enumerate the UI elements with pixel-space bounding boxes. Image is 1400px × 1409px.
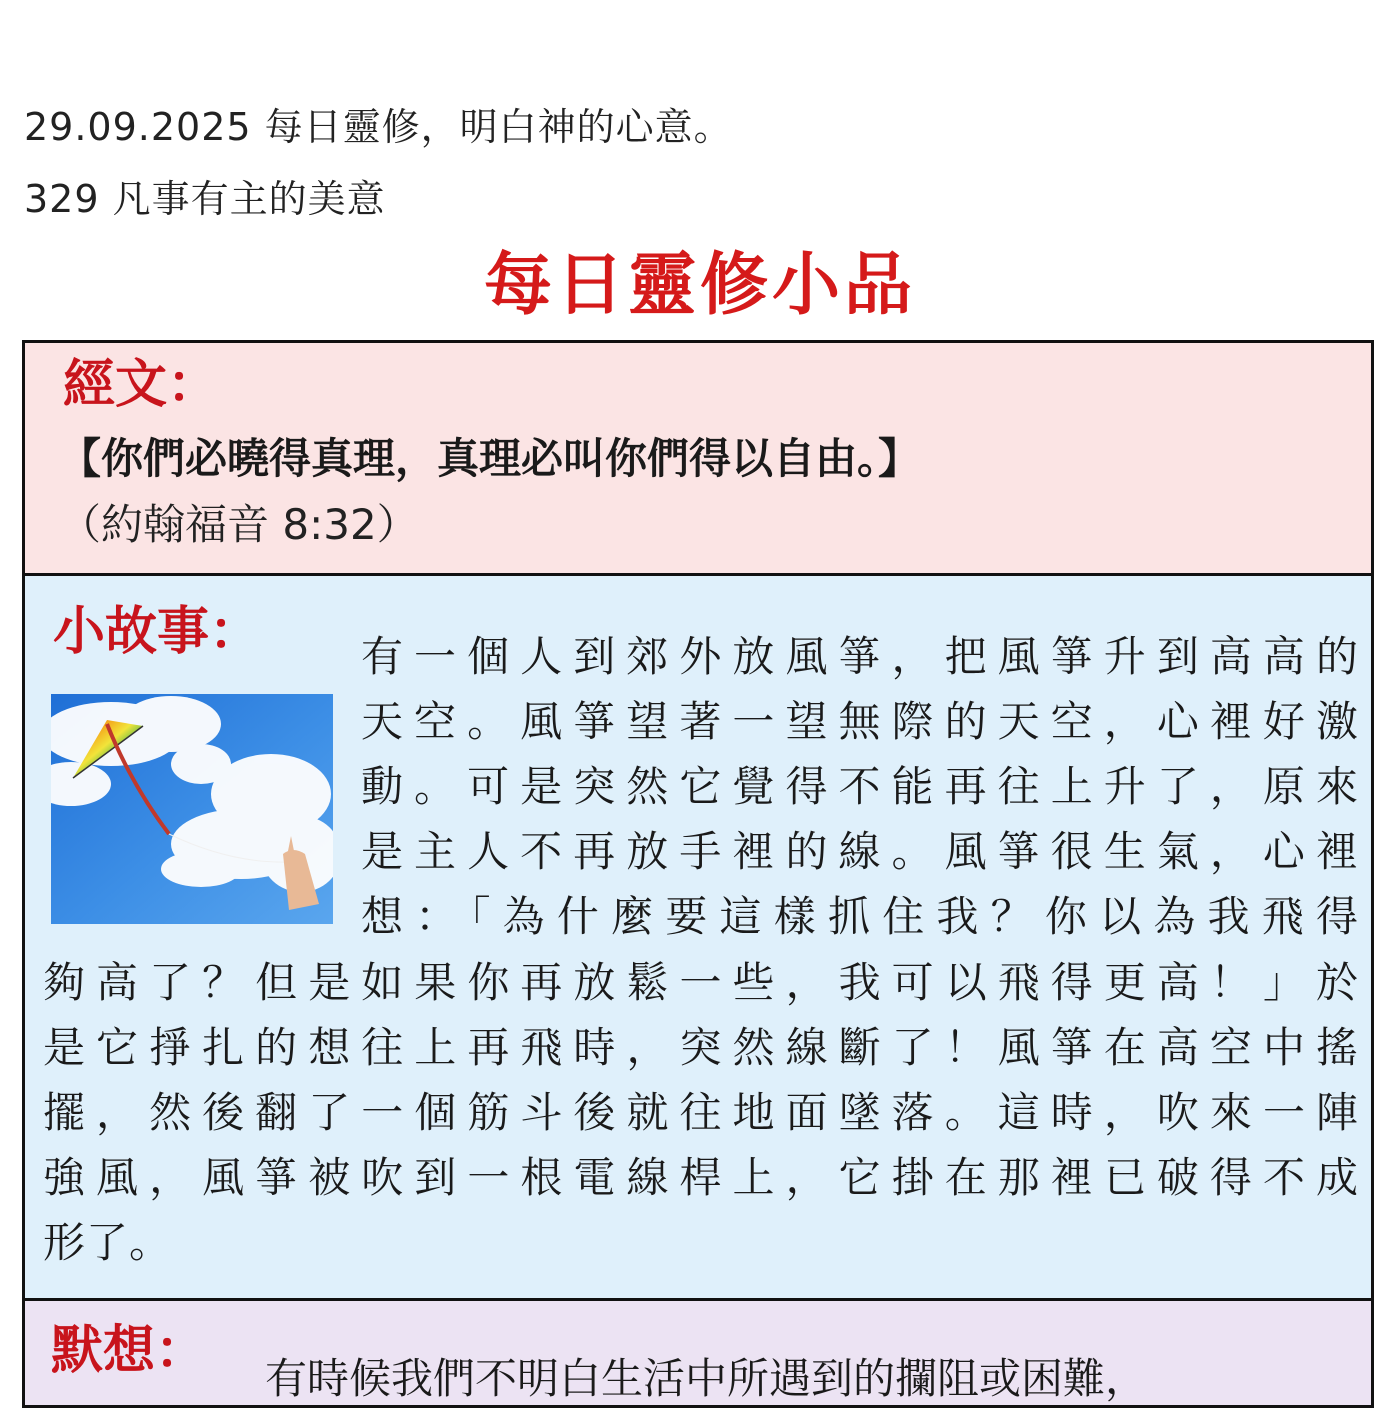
story-text-upper (361, 624, 1359, 949)
story-line: 想：「為什麼要這樣抓住我？你以為我飛得 (361, 892, 1359, 941)
meditation-label: 默想： (51, 1321, 208, 1381)
hymn-heading: 329 凡事有主的美意 (24, 177, 386, 221)
story-line: 動。可是突然它覺得不能再往上升了，原來 (361, 762, 1359, 811)
story-line: 有一個人到郊外放風箏，把風箏升到高高的 (361, 632, 1359, 681)
story-line: 擺，然後翻了一個筋斗後就往地面墜落。這時，吹來一陣 (43, 1088, 1359, 1137)
scripture-section (22, 340, 1374, 576)
story-line: 是它掙扎的想往上再飛時，突然線斷了！風箏在高空中搖 (43, 1023, 1359, 1072)
scripture-label: 經文： (63, 355, 220, 415)
kite-in-sky-image (51, 694, 333, 924)
story-section (22, 573, 1374, 1301)
page-title: 每日靈修小品 (483, 246, 916, 325)
story-line: 夠高了？但是如果你再放鬆一些，我可以飛得更高！」於 (43, 958, 1359, 1007)
story-line: 是主人不再放手裡的線。風箏很生氣，心裡 (361, 827, 1359, 876)
meditation-section (22, 1298, 1374, 1408)
story-text-lower (43, 950, 1359, 1275)
story-label: 小故事： (53, 602, 262, 662)
story-line: 強風，風箏被吹到一根電線桿上，它掛在那裡已破得不成 (43, 1153, 1359, 1202)
scripture-verse: 【你們必曉得真理，真理必叫你們得以自由。】 (59, 434, 921, 483)
meditation-text: 有時候我們不明白生活中所遇到的攔阻或困難， (265, 1354, 1148, 1403)
date-heading: 29.09.2025 每日靈修，明白神的心意。 (24, 105, 733, 149)
story-line: 形了。 (43, 1218, 173, 1267)
scripture-reference: （約翰福音 8:32） (59, 500, 419, 549)
story-line: 天空。風箏望著一望無際的天空，心裡好激 (361, 697, 1359, 746)
